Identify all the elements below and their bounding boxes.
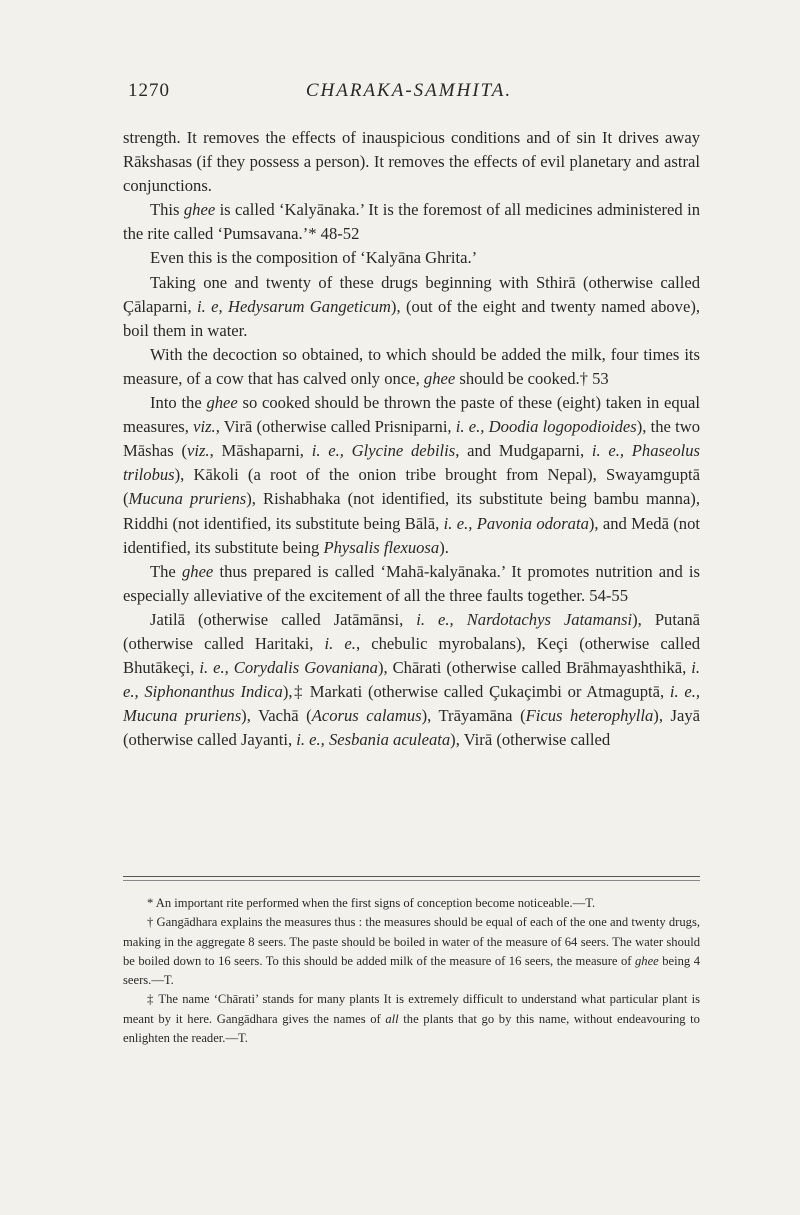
paragraph: Taking one and twenty of these drugs beginning with Sthirā (otherwise called Çālaparni, i. e, Hedysarum Gangeticum), (out of the eight and twenty named above), boil them in water. [123,272,700,340]
footnotes [123,894,700,1048]
paragraph: The ghee thus prepared is called ‘Mahā-kalyānaka.’ It promotes nutrition and is especially alleviative of the excitement of all the three faults together. 54-55 [123,561,700,605]
page-number: 1270 [128,80,170,101]
paragraph: This ghee is called ‘Kalyānaka.’ It is the foremost of all medicines administered in the rite called ‘Pumsavana.’* 48-52 [123,200,700,244]
paragraph: Into the ghee so cooked should be thrown the paste of these (eight) taken in equal measures, viz., Virā (otherwise called Prisniparni, i. e., Doodia logopodioides), the two Māshas (viz., Māshaparni, i. e., Glycine debilis, and Mudgaparni, i. e., Phaseolus trilobus), Kākoli (a root of the onion tribe brought from Nepal), Swayamguptā (Mucuna pruriens), Rishabhaka (not identified, its substitute being bambu manna), Riddhi (not identified, its substitute being Bālā, i. e., Pavonia odorata), and Medā (not identified, its substitute being Physalis flexuosa). [123,393,701,557]
page-header [118,80,700,110]
footnote: * An important rite performed when the first signs of conception become noticeable.—T. [147,896,596,910]
footnote-divider [123,876,700,877]
paragraph: With the decoction so obtained, to which should be added the milk, four times its measure, of a cow that has calved only once, ghee should be cooked.† 53 [123,344,700,388]
footnote: ‡ The name ‘Chārati’ stands for many plants It is extremely difficult to understand what particular plant is meant by it here. Gangādhara gives the names of all the plants that go by this name, without endeavouring to enlighten the reader.—T. [123,992,700,1046]
running-title: CHARAKA-SAMHITA. [305,80,513,101]
main-text [123,126,700,752]
paragraph: Even this is the composition of ‘Kalyāna Ghrita.’ [150,248,478,268]
footnote-divider-secondary [123,880,700,881]
paragraph: strength. It removes the effects of inauspicious conditions and of sin It drives away Rākshasas (if they possess a person). It removes the effects of evil planetary and astral conjunctions. [123,128,700,196]
footnote: † Gangādhara explains the measures thus : the measures should be equal of each of the one and twenty drugs, making in the aggregate 8 seers. The paste should be boiled in water of the measure of 64 seers. The water should be boiled down to 16 seers. To this should be added milk of the measure of 16 seers, the measure of ghee being 4 seers.—T. [123,915,701,988]
paragraph: Jatilā (otherwise called Jatāmānsi, i. e., Nardotachys Jatamansi), Putanā (otherwise called Haritaki, i. e., chebulic myrobalans), Keçi (otherwise called Bhutākeçi, i. e., Corydalis Govaniana), Chārati (otherwise called Brāhmayashthikā, i. e., Siphonanthus Indica),‡ Markati (otherwise called Çukaçimbi or Atmaguptā, i. e., Mucuna pruriens), Vachā (Acorus calamus), Trāyamāna (Ficus heterophylla), Jayā (otherwise called Jayanti, i. e., Sesbania aculeata), Virā (otherwise called [123,609,701,750]
